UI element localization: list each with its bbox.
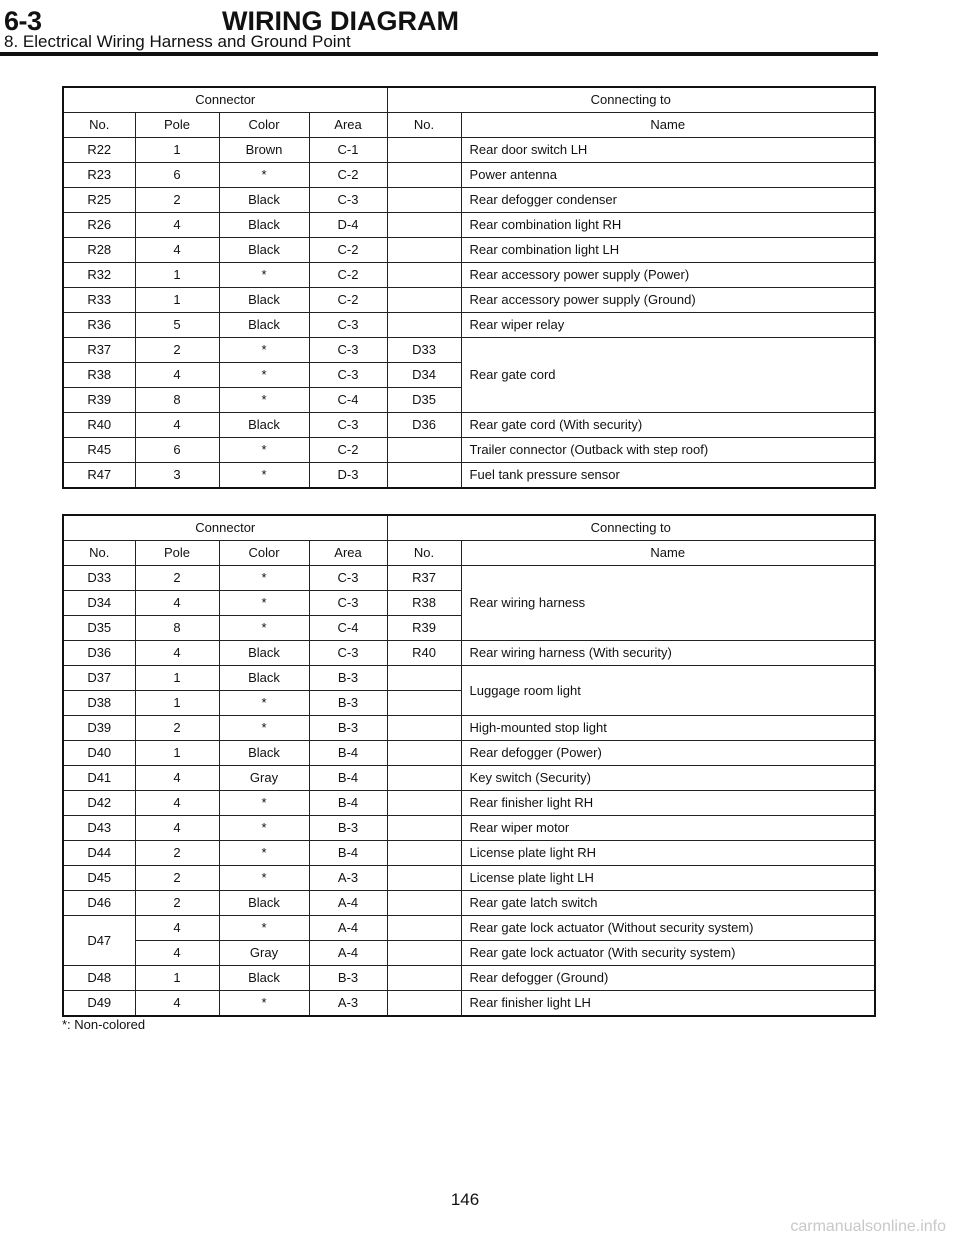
cell-color: * <box>219 388 309 413</box>
cell-to-no: R39 <box>387 616 461 641</box>
footnote: *: Non-colored <box>62 1017 146 1032</box>
table-row <box>63 816 875 841</box>
cell-area: B-4 <box>309 766 387 791</box>
cell-no: R32 <box>63 263 135 288</box>
table-row <box>63 791 875 816</box>
header-no: No. <box>63 541 135 566</box>
cell-no: R45 <box>63 438 135 463</box>
table-row <box>63 463 875 489</box>
cell-area: C-3 <box>309 566 387 591</box>
cell-no: D46 <box>63 891 135 916</box>
cell-area: C-3 <box>309 338 387 363</box>
cell-area: B-4 <box>309 741 387 766</box>
cell-name: License plate light LH <box>461 866 875 891</box>
cell-area: A-4 <box>309 941 387 966</box>
cell-to-no <box>387 263 461 288</box>
cell-name: Rear gate lock actuator (Without security system) <box>461 916 875 941</box>
cell-color: * <box>219 791 309 816</box>
cell-to-no <box>387 916 461 941</box>
cell-no: D38 <box>63 691 135 716</box>
cell-pole: 5 <box>135 313 219 338</box>
cell-area: D-3 <box>309 463 387 489</box>
cell-name: Luggage room light <box>461 666 875 716</box>
header-area: Area <box>309 541 387 566</box>
cell-color: * <box>219 163 309 188</box>
cell-no: D34 <box>63 591 135 616</box>
cell-no: D48 <box>63 966 135 991</box>
cell-color: * <box>219 463 309 489</box>
cell-color: Black <box>219 288 309 313</box>
cell-color: * <box>219 263 309 288</box>
cell-area: C-2 <box>309 438 387 463</box>
cell-pole: 2 <box>135 716 219 741</box>
cell-to-no <box>387 463 461 489</box>
table-row <box>63 941 875 966</box>
cell-area: C-3 <box>309 591 387 616</box>
cell-color: * <box>219 591 309 616</box>
cell-no: D47 <box>63 916 135 966</box>
cell-area: C-3 <box>309 641 387 666</box>
cell-no: R22 <box>63 138 135 163</box>
header-connector: Connector <box>63 87 387 113</box>
table-row <box>63 741 875 766</box>
cell-no: D42 <box>63 791 135 816</box>
cell-color: Black <box>219 891 309 916</box>
cell-area: A-3 <box>309 991 387 1017</box>
cell-to-no <box>387 716 461 741</box>
cell-name: Rear wiper relay <box>461 313 875 338</box>
cell-to-no <box>387 941 461 966</box>
header-color: Color <box>219 113 309 138</box>
cell-name: Rear wiring harness (With security) <box>461 641 875 666</box>
cell-to-no <box>387 213 461 238</box>
cell-area: C-4 <box>309 616 387 641</box>
cell-color: * <box>219 616 309 641</box>
cell-color: Black <box>219 238 309 263</box>
cell-pole: 4 <box>135 991 219 1017</box>
connector-table-r <box>62 86 876 489</box>
cell-to-no: D35 <box>387 388 461 413</box>
cell-name: Rear combination light LH <box>461 238 875 263</box>
cell-no: R37 <box>63 338 135 363</box>
cell-color: Black <box>219 966 309 991</box>
cell-to-no <box>387 188 461 213</box>
cell-name: Rear accessory power supply (Power) <box>461 263 875 288</box>
cell-to-no <box>387 438 461 463</box>
cell-color: Black <box>219 413 309 438</box>
cell-area: C-2 <box>309 263 387 288</box>
cell-color: Gray <box>219 941 309 966</box>
cell-pole: 4 <box>135 766 219 791</box>
cell-area: C-3 <box>309 188 387 213</box>
header-no: No. <box>63 113 135 138</box>
cell-area: C-4 <box>309 388 387 413</box>
cell-area: C-2 <box>309 288 387 313</box>
cell-to-no: D34 <box>387 363 461 388</box>
cell-name: Rear defogger (Ground) <box>461 966 875 991</box>
cell-area: B-4 <box>309 791 387 816</box>
cell-area: C-1 <box>309 138 387 163</box>
page-title: WIRING DIAGRAM <box>222 6 459 36</box>
cell-name: Rear door switch LH <box>461 138 875 163</box>
table-row <box>63 238 875 263</box>
table-row <box>63 866 875 891</box>
cell-color: * <box>219 866 309 891</box>
cell-to-no <box>387 741 461 766</box>
cell-color: Black <box>219 188 309 213</box>
cell-pole: 6 <box>135 438 219 463</box>
cell-area: C-3 <box>309 363 387 388</box>
cell-pole: 2 <box>135 891 219 916</box>
table-row <box>63 188 875 213</box>
cell-no: R40 <box>63 413 135 438</box>
cell-color: * <box>219 363 309 388</box>
cell-pole: 4 <box>135 941 219 966</box>
cell-area: C-3 <box>309 413 387 438</box>
header-name: Name <box>461 541 875 566</box>
cell-pole: 3 <box>135 463 219 489</box>
cell-area: B-3 <box>309 966 387 991</box>
cell-pole: 4 <box>135 816 219 841</box>
cell-color: Black <box>219 313 309 338</box>
cell-name: Rear finisher light RH <box>461 791 875 816</box>
cell-no: R38 <box>63 363 135 388</box>
cell-area: B-3 <box>309 716 387 741</box>
cell-to-no <box>387 891 461 916</box>
cell-no: D44 <box>63 841 135 866</box>
cell-no: D40 <box>63 741 135 766</box>
header-connecting-to: Connecting to <box>387 515 875 541</box>
cell-to-no <box>387 991 461 1017</box>
cell-no: R23 <box>63 163 135 188</box>
table-row <box>63 666 875 691</box>
cell-pole: 1 <box>135 288 219 313</box>
cell-to-no <box>387 791 461 816</box>
cell-area: A-3 <box>309 866 387 891</box>
cell-name: Rear gate cord (With security) <box>461 413 875 438</box>
cell-color: * <box>219 716 309 741</box>
cell-name: Rear defogger (Power) <box>461 741 875 766</box>
table-row <box>63 138 875 163</box>
cell-pole: 4 <box>135 641 219 666</box>
table-row <box>63 766 875 791</box>
table-row <box>63 438 875 463</box>
section-number: 6-3 <box>4 6 42 36</box>
cell-pole: 4 <box>135 213 219 238</box>
cell-to-no <box>387 966 461 991</box>
header-connecting-to: Connecting to <box>387 87 875 113</box>
cell-pole: 2 <box>135 866 219 891</box>
table-row <box>63 338 875 363</box>
cell-pole: 1 <box>135 263 219 288</box>
cell-no: D45 <box>63 866 135 891</box>
cell-name: Key switch (Security) <box>461 766 875 791</box>
cell-color: * <box>219 816 309 841</box>
cell-no: R28 <box>63 238 135 263</box>
cell-area: A-4 <box>309 916 387 941</box>
cell-to-no <box>387 313 461 338</box>
cell-no: R39 <box>63 388 135 413</box>
cell-pole: 1 <box>135 691 219 716</box>
table-row <box>63 213 875 238</box>
table-row <box>63 916 875 941</box>
cell-to-no <box>387 138 461 163</box>
table-row <box>63 891 875 916</box>
cell-no: R36 <box>63 313 135 338</box>
cell-to-no <box>387 666 461 691</box>
header-pole: Pole <box>135 113 219 138</box>
cell-name: Rear finisher light LH <box>461 991 875 1017</box>
cell-area: B-4 <box>309 841 387 866</box>
cell-color: * <box>219 566 309 591</box>
table-row <box>63 313 875 338</box>
cell-pole: 4 <box>135 413 219 438</box>
cell-to-no <box>387 238 461 263</box>
cell-to-no: D36 <box>387 413 461 438</box>
cell-name: Rear combination light RH <box>461 213 875 238</box>
cell-name: High-mounted stop light <box>461 716 875 741</box>
cell-no: R33 <box>63 288 135 313</box>
cell-area: A-4 <box>309 891 387 916</box>
cell-color: Gray <box>219 766 309 791</box>
cell-color: Black <box>219 213 309 238</box>
cell-area: C-2 <box>309 238 387 263</box>
cell-pole: 2 <box>135 188 219 213</box>
cell-no: R26 <box>63 213 135 238</box>
cell-pole: 2 <box>135 841 219 866</box>
cell-no: D37 <box>63 666 135 691</box>
cell-no: D49 <box>63 991 135 1017</box>
table-row <box>63 641 875 666</box>
cell-pole: 6 <box>135 163 219 188</box>
cell-pole: 1 <box>135 966 219 991</box>
cell-to-no <box>387 841 461 866</box>
cell-no: D43 <box>63 816 135 841</box>
cell-name: Rear gate lock actuator (With security system) <box>461 941 875 966</box>
page-subtitle: 8. Electrical Wiring Harness and Ground Point <box>4 32 351 51</box>
cell-to-no: R37 <box>387 566 461 591</box>
cell-color: Brown <box>219 138 309 163</box>
header-to-no: No. <box>387 541 461 566</box>
table-row <box>63 263 875 288</box>
cell-to-no: R40 <box>387 641 461 666</box>
cell-name: Rear wiper motor <box>461 816 875 841</box>
cell-name: Power antenna <box>461 163 875 188</box>
cell-pole: 1 <box>135 138 219 163</box>
cell-color: * <box>219 338 309 363</box>
cell-no: R47 <box>63 463 135 489</box>
cell-name: Rear accessory power supply (Ground) <box>461 288 875 313</box>
header-pole: Pole <box>135 541 219 566</box>
table-row <box>63 841 875 866</box>
cell-to-no <box>387 766 461 791</box>
cell-area: B-3 <box>309 691 387 716</box>
cell-pole: 4 <box>135 916 219 941</box>
table-row <box>63 413 875 438</box>
header-area: Area <box>309 113 387 138</box>
cell-to-no <box>387 866 461 891</box>
table-row <box>63 566 875 591</box>
header-to-no: No. <box>387 113 461 138</box>
table-row <box>63 966 875 991</box>
table-row <box>63 991 875 1017</box>
connector-table-d <box>62 514 876 1017</box>
cell-to-no <box>387 163 461 188</box>
cell-pole: 4 <box>135 363 219 388</box>
cell-pole: 8 <box>135 388 219 413</box>
cell-no: D41 <box>63 766 135 791</box>
header-rule <box>0 52 878 56</box>
header-name: Name <box>461 113 875 138</box>
cell-color: * <box>219 916 309 941</box>
cell-area: C-3 <box>309 313 387 338</box>
cell-name: Rear gate latch switch <box>461 891 875 916</box>
cell-area: C-2 <box>309 163 387 188</box>
cell-no: D39 <box>63 716 135 741</box>
cell-name: Trailer connector (Outback with step roof) <box>461 438 875 463</box>
cell-pole: 1 <box>135 741 219 766</box>
cell-color: Black <box>219 666 309 691</box>
cell-name: Fuel tank pressure sensor <box>461 463 875 489</box>
cell-no: D36 <box>63 641 135 666</box>
table-row <box>63 716 875 741</box>
cell-color: * <box>219 841 309 866</box>
cell-to-no: D33 <box>387 338 461 363</box>
page-number: 146 <box>450 1190 480 1209</box>
cell-color: Black <box>219 741 309 766</box>
cell-pole: 2 <box>135 566 219 591</box>
cell-name: License plate light RH <box>461 841 875 866</box>
cell-color: * <box>219 438 309 463</box>
cell-to-no <box>387 288 461 313</box>
cell-no: R25 <box>63 188 135 213</box>
table-row <box>63 288 875 313</box>
cell-no: D33 <box>63 566 135 591</box>
cell-pole: 4 <box>135 238 219 263</box>
cell-to-no: R38 <box>387 591 461 616</box>
table-row <box>63 163 875 188</box>
cell-to-no <box>387 816 461 841</box>
cell-color: Black <box>219 641 309 666</box>
cell-no: D35 <box>63 616 135 641</box>
watermark: carmanualsonline.info <box>790 1218 946 1235</box>
cell-area: B-3 <box>309 666 387 691</box>
cell-to-no <box>387 691 461 716</box>
cell-pole: 8 <box>135 616 219 641</box>
cell-name: Rear gate cord <box>461 338 875 413</box>
cell-name: Rear defogger condenser <box>461 188 875 213</box>
cell-pole: 4 <box>135 591 219 616</box>
header-connector: Connector <box>63 515 387 541</box>
cell-area: D-4 <box>309 213 387 238</box>
cell-color: * <box>219 991 309 1017</box>
cell-pole: 4 <box>135 791 219 816</box>
cell-pole: 2 <box>135 338 219 363</box>
cell-pole: 1 <box>135 666 219 691</box>
cell-name: Rear wiring harness <box>461 566 875 641</box>
cell-area: B-3 <box>309 816 387 841</box>
cell-color: * <box>219 691 309 716</box>
header-color: Color <box>219 541 309 566</box>
